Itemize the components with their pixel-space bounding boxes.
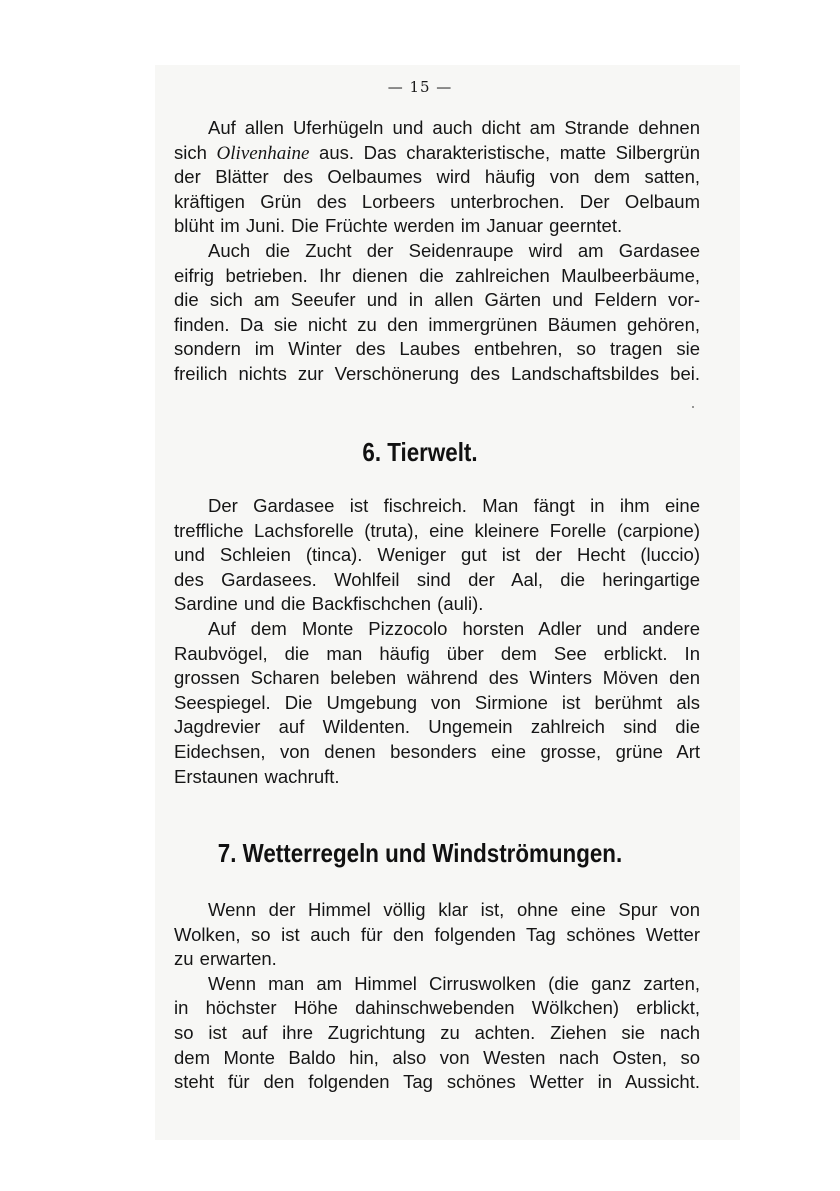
page-number: — 15 —	[387, 78, 453, 96]
text-line: Wenn der Himmel völlig klar ist, ohne eine Spur von	[208, 899, 700, 920]
text-line: so ist auf ihre Zugrichtung zu achten. Ziehen sie nach	[174, 1021, 700, 1043]
text-line: grossen Scharen beleben während des Winters Möven den	[174, 667, 700, 689]
section-heading-tierwelt: 6. Tierwelt.	[362, 437, 478, 467]
paragraph-block-wetterregeln	[174, 898, 700, 1095]
paragraph-block-olives-silk	[174, 116, 700, 387]
text-line: Wolken, so ist auch für den folgenden Tag schönes Wetter	[174, 923, 700, 945]
text-line: Auch die Zucht der Seidenraupe wird am Gardasee	[208, 239, 700, 261]
text-line: Auf allen Uferhügeln und auch dicht am Strande dehnen	[208, 117, 700, 138]
text-line: Sardine und die Backfischchen (auli).	[174, 593, 484, 615]
text-line: sich Olivenhaine aus. Das charakteristische, matte Silbergrün	[174, 141, 700, 164]
text-line: Erstaunen wachruft.	[174, 765, 340, 787]
paragraph-block-tierwelt	[174, 494, 700, 789]
text-line: treffliche Lachsforelle (truta), eine kleinere Forelle (carpione)	[174, 519, 700, 541]
text-line: Raubvögel, die man häufig über dem See erblickt. In	[174, 642, 700, 664]
text-line: Jagdrevier auf Wildenten. Ungemein zahlreich sind die	[174, 716, 700, 738]
text-line: Seespiegel. Die Umgebung von Sirmione ist berühmt als	[174, 691, 700, 713]
text-line: eifrig betrieben. Ihr dienen die zahlreichen Maulbeerbäume,	[174, 264, 700, 286]
text-line: steht für den folgenden Tag schönes Wetter in Aussicht.	[174, 1071, 700, 1093]
text-line: des Gardasees. Wohlfeil sind der Aal, die heringartige	[174, 568, 700, 590]
text-line: dem Monte Baldo hin, also von Westen nach Osten, so	[174, 1046, 700, 1068]
text-line: freilich nichts zur Verschönerung des Landschaftsbildes bei.	[174, 362, 700, 384]
text-line: in höchster Höhe dahinschwebenden Wölkchen) erblickt,	[174, 997, 700, 1019]
text-line: Eidechsen, von denen besonders eine grosse, grüne Art	[174, 740, 700, 762]
text-line: Auf dem Monte Pizzocolo horsten Adler und andere	[208, 617, 700, 639]
text-line: der Blätter des Oelbaumes wird häufig von dem satten,	[174, 166, 700, 188]
text-line: finden. Da sie nicht zu den immergrünen Bäumen gehören,	[174, 313, 700, 335]
text-line: blüht im Juni. Die Früchte werden im Januar geerntet.	[174, 215, 623, 237]
text-line: die sich am Seeufer und in allen Gärten und Feldern vor-	[174, 289, 700, 311]
text-line: zu erwarten.	[174, 948, 277, 970]
text-line: Wenn man am Himmel Cirruswolken (die ganz zarten,	[208, 972, 700, 994]
text-line: und Schleien (tinca). Weniger gut ist der Hecht (luccio)	[174, 544, 700, 566]
section-heading-wetterregeln: 7. Wetterregeln und Windströmungen.	[217, 838, 623, 868]
text-line: sondern im Winter des Laubes entbehren, so tragen sie	[174, 338, 700, 360]
text-line: Der Gardasee ist fischreich. Man fängt in ihm eine	[208, 495, 700, 516]
text-line: kräftigen Grün des Lorbeers unterbrochen. Der Oelbaum	[174, 190, 700, 212]
print-speck	[692, 406, 694, 408]
